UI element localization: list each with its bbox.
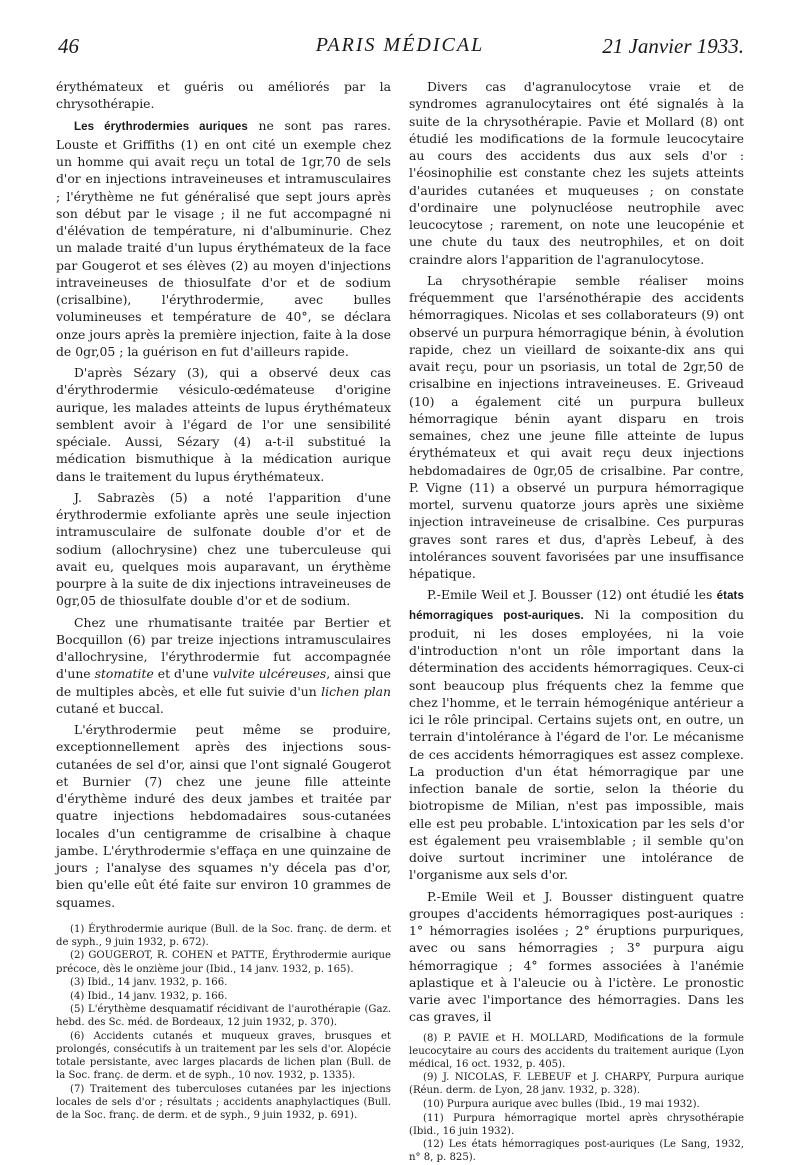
paragraph: J. Sabrazès (5) a noté l'apparition d'une érythrodermie exfoliante après une seule injection intramusculaire de sulfonate double d'or et de sodium (allochrysine) chez une tuberculeuse qui avait eu, quelques mois auparavant, un érythème pourpre à la suite de dix injections intraveineuses de 0gr,05 de thiosulfate double d'or et de sodium. — [56, 489, 391, 609]
footnote: (2) GOUGEROT, R. COHEN et PATTE, Érythrodermie aurique précoce, dès le onzième jour (Ibid., 14 janv. 1932, p. 165). — [56, 950, 391, 975]
footnote: (4) Ibid., 14 janv. 1932, p. 166. — [70, 990, 228, 1002]
footnotes-left — [56, 923, 391, 1122]
footnote: (10) Purpura aurique avec bulles (Ibid., 19 mai 1932). — [423, 1098, 700, 1110]
footnote: (5) L'érythème desquamatif récidivant de l'aurothérapie (Gaz. hebd. des Sc. méd. de Bordeaux, 12 juin 1932, p. 370). — [56, 1004, 391, 1029]
footnote: (8) P. PAVIE et H. MOLLARD, Modifications de la formule leucocytaire au cours des accidents du traitement aurique (Lyon médical, 16 oct. 1932, p. 405). — [409, 1032, 744, 1070]
page-number: 46 — [58, 34, 79, 58]
running-header — [56, 34, 744, 64]
paragraph: D'après Sézary (3), qui a observé deux cas d'érythrodermie vésiculo-œdémateuse d'origine aurique, les malades atteints de lupus érythémateux semblent avoir à l'égard de l'or une sensibilité spéciale. Aussi, Sézary (4) a-t-il substitué la médication bismuthique à la médication aurique dans le traitement du lupus érythémateux. — [56, 365, 391, 484]
issue-date: 21 Janvier 1933. — [602, 34, 744, 58]
right-column — [409, 78, 744, 1165]
footnote: (6) Accidents cutanés et muqueux graves, brusques et prolongés, consécutifs à un traitement par les sels d'or. Alopécie totale persistante, avec larges placards de lichen plan (Bull. de la Soc. franç. de derm. et de syph., 10 nov. 1932, p. 1335). — [56, 1031, 391, 1082]
paragraph: Chez une rhumatisante traitée par Bertier et Bocquillon (6) par treize injections intramusculaires d'allochrysine, l'érythrodermie fut accompagnée d'une stomatite et d'une vulvite ulcéreuses, ainsi que de multiples abcès, et elle fut suivie d'un lichen plan cutané et buccal. — [56, 614, 392, 716]
section-heading: états hémorragiques post-auriques. — [409, 590, 744, 622]
footnotes-right — [409, 1032, 744, 1165]
paragraph: Divers cas d'agranulocytose vraie et de syndromes agranulocytaires ont été signalés à la suite de la chrysothérapie. Pavie et Mollard (8) ont étudié les modifications de la formule leucocytaire au cours des accidents dus aux sels d'or : l'éosinophilie est constante chez les sujets atteints d'aurides cutanées et muqueuses ; on constate d'ordinaire une polynucléose neutrophile avec leucocytose ; rarement, on note une leucopénie et une chute du taux des neutrophiles, et on doit craindre alors l'apparition de l'agranulocytose. — [409, 79, 744, 267]
paragraph: érythémateux et guéris ou améliorés par la chrysothérapie. — [56, 79, 391, 112]
section-heading: Les érythrodermies auriques — [74, 120, 248, 133]
paragraph: P.-Emile Weil et J. Bousser (12) ont étudié les états hémorragiques post-auriques. Ni la composition du produit, ni les doses employées, ni la voie d'introduction n'ont un rôle important dans la détermination des accidents hémorragiques. Ceux-ci sont beaucoup plus fréquents chez la femme que chez l'homme, et le terrain hémogénique antérieur a ici le rôle principal. Certains sujets ont, en outre, un terrain d'intolérance à l'égard de l'or. Le mécanisme de ces accidents hémorragiques est assez complexe. La production d'un état hémorragique par une infection banale de sortie, selon la théorie du biotropisme de Milian, n'est pas impossible, mais elle est peu probable. L'intoxication par les sels d'or est également peu vraisemblable ; il semble qu'on doive surtout incriminer une intolérance de l'organisme aux sels d'or. — [409, 587, 744, 883]
footnote: (11) Purpura hémorragique mortel après chrysothérapie (Ibid., 16 juin 1932). — [409, 1112, 744, 1137]
journal-page — [56, 34, 744, 1164]
footnote: (7) Traitement des tuberculoses cutanées par les injections locales de sels d'or ; résultats ; accidents anaphylactiques (Bull. de la Soc. franç. de derm. et de syph., 9 juin 1932, p. 691). — [56, 1083, 391, 1122]
paragraph: Les érythrodermies auriques ne sont pas rares. Louste et Griffiths (1) en ont cité un exemple chez un homme qui avait reçu un total de 1gr,70 de sels d'or en injections intraveineuses et intramusculaires ; l'érythème ne fut généralisé que sept jours après son début par le visage ; il ne fut accompagné ni d'élévation de température, ni d'albuminurie. Chez un malade traité d'un lupus érythémateux de la face par Gougerot et ses élèves (2) au moyen d'injections intraveineuses de thiosulfate d'or et de sodium (crisalbine), l'érythrodermie, avec bulles volumineuses et température de 40°, se déclara onze jours après la première injection, faite à la dose de 0gr,05 ; la guérison en fut d'ailleurs rapide. — [56, 117, 391, 359]
journal-title: PARIS MÉDICAL — [315, 34, 485, 56]
paragraph: P.-Emile Weil et J. Bousser distinguent quatre groupes d'accidents hémorragiques post-auriques : 1° hémorragies isolées ; 2° éruptions purpuriques, avec ou sans hémorragies ; 3° purpura aigu hémorragique ; 4° formes associées à l'anémie aplastique et à l'aleucie ou à l'ictère. Le pronostic varie avec l'importance des hémorragies. Dans les cas graves, il — [409, 888, 744, 1025]
paragraph: La chrysothérapie semble réaliser moins fréquemment que l'arsénothérapie des accidents hémorragiques. Nicolas et ses collaborateurs (9) ont observé un purpura hémorragique bénin, à évolution rapide, chez un vieillard de soixante-dix ans qui avait reçu, pour un psoriasis, un total de 2gr,50 de crisalbine en injections intraveineuses. E. Griveaud (10) a également cité un purpura bulleux hémorragique bénin ayant disparu en trois semaines, chez une jeune fille atteinte de lupus érythémateux et qui avait reçu deux injections hebdomadaires de 0gr,05 de crisalbine. Par contre, P. Vigne (11) a observé un purpura hémorragique mortel, survenu quatorze jours après une sixième injection intraveineuse de crisalbine. Ces purpuras graves sont rares et dus, d'après Lebeuf, à des intolérances souvent favorisées par une insuffisance hépatique. — [409, 272, 744, 581]
left-column — [56, 78, 391, 1165]
footnote: (9) J. NICOLAS, F. LEBEUF et J. CHARPY, Purpura aurique (Réun. derm. de Lyon, 28 janv. 1932, p. 328). — [409, 1072, 744, 1097]
paragraph: L'érythrodermie peut même se produire, exceptionnellement après des injections sous-cutanées de sel d'or, ainsi que l'ont signalé Gougerot et Burnier (7) chez une jeune fille atteinte d'érythème induré des deux jambes et traitée par quatre injections hebdomadaires sous-cutanées locales d'un centigramme de crisalbine à chaque jambe. L'érythrodermie s'effaça en une quinzaine de jours ; l'analyse des squames n'y décela pas d'or, bien qu'elle eût été faite sur environ 10 grammes de squames. — [56, 722, 391, 910]
footnote: (12) Les états hémorragiques post-auriques (Le Sang, 1932, n° 8, p. 825). — [409, 1139, 744, 1164]
footnote: (1) Érythrodermie aurique (Bull. de la Soc. franç. de derm. et de syph., 9 juin 1932, p. 672). — [56, 923, 391, 948]
footnote: (3) Ibid., 14 janv. 1932, p. 166. — [70, 977, 228, 989]
